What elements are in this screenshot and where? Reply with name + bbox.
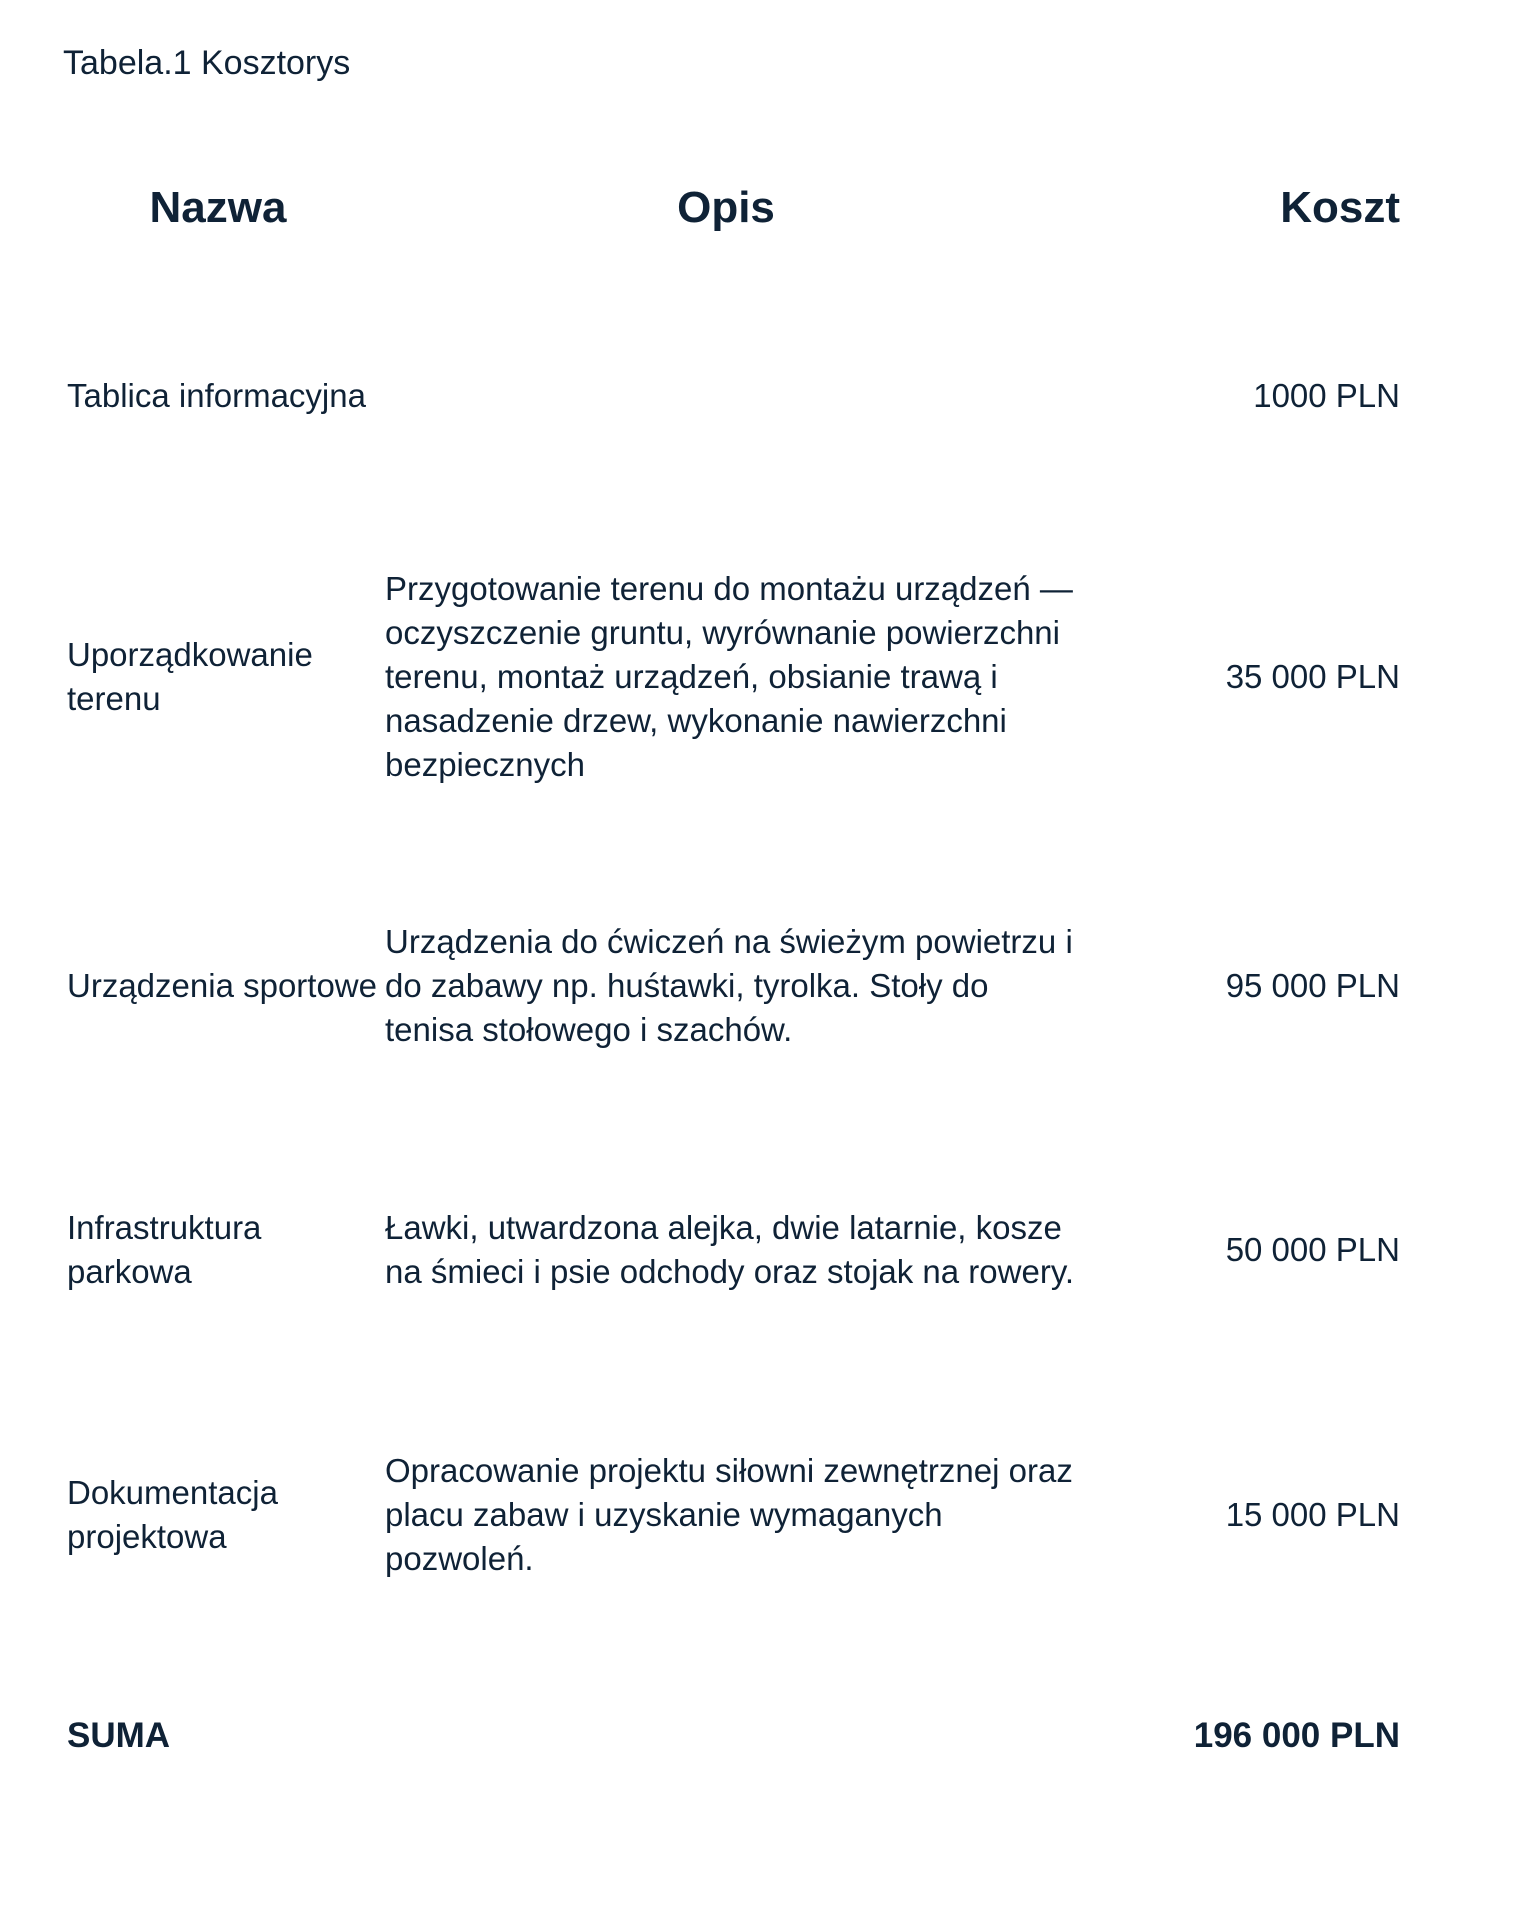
row-name: Uporządkowanie terenu bbox=[67, 636, 313, 717]
row-name: Tablica informacyjna bbox=[67, 377, 366, 414]
row-description: Przygotowanie terenu do montażu urządzeń — oczyszczenie gruntu, wyrównanie powierzchni terenu, montaż urządzeń, obsianie trawą i nasadzenie drzew, wykonanie nawierzchni bezpiecznych bbox=[385, 570, 1073, 783]
row-description: Urządzenia do ćwiczeń na świeżym powietrzu i do zabawy np. huśtawki, tyrolka. Stoły do tenisa stołowego i szachów. bbox=[385, 923, 1073, 1048]
table-row bbox=[67, 1356, 1400, 1674]
table-row bbox=[67, 1144, 1400, 1356]
column-header-cost: Koszt bbox=[1280, 183, 1400, 232]
row-name: Infrastruktura parkowa bbox=[67, 1209, 262, 1290]
total-label: SUMA bbox=[67, 1716, 171, 1755]
row-cost: 1000 PLN bbox=[1253, 377, 1400, 414]
cost-estimate-table bbox=[67, 150, 1400, 1798]
row-cost: 35 000 PLN bbox=[1225, 658, 1400, 695]
row-cost: 95 000 PLN bbox=[1225, 967, 1400, 1004]
table-row bbox=[67, 526, 1400, 828]
row-description: Ławki, utwardzona alejka, dwie latarnie, kosze na śmieci i psie odchody oraz stojak na rowery. bbox=[385, 1209, 1075, 1290]
column-header-description: Opis bbox=[677, 183, 775, 232]
table-caption: Tabela.1 Kosztorys bbox=[63, 44, 351, 82]
row-name: Dokumentacja projektowa bbox=[67, 1474, 278, 1555]
table-header-row bbox=[67, 150, 1400, 266]
column-header-name: Nazwa bbox=[149, 183, 287, 232]
table-row bbox=[67, 828, 1400, 1144]
row-cost: 15 000 PLN bbox=[1225, 1496, 1400, 1533]
row-cost: 50 000 PLN bbox=[1225, 1231, 1400, 1268]
table-row bbox=[67, 266, 1400, 526]
row-name: Urządzenia sportowe bbox=[67, 967, 377, 1004]
total-cost: 196 000 PLN bbox=[1193, 1716, 1400, 1755]
row-description: Opracowanie projektu siłowni zewnętrznej oraz placu zabaw i uzyskanie wymaganych pozwoleń. bbox=[385, 1452, 1073, 1577]
table-total-row bbox=[67, 1674, 1400, 1798]
